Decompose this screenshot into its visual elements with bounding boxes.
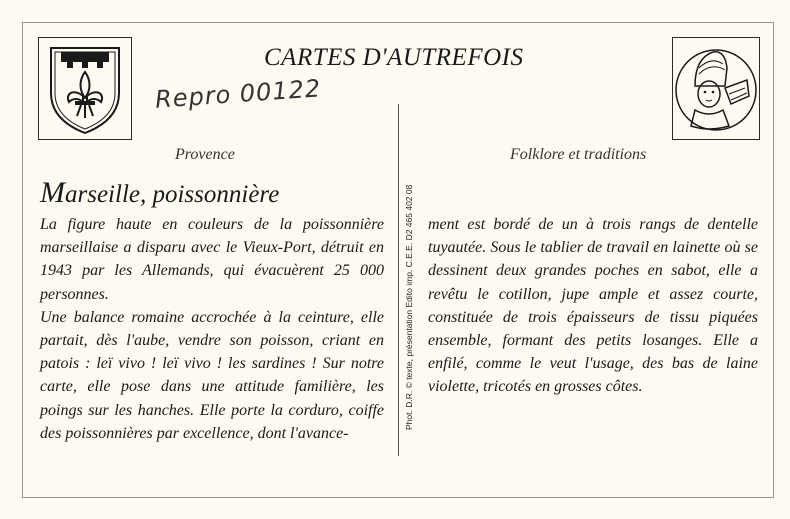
right-paragraph: ment est bordé de un à trois rangs de dentelle tuyautée. Sous le tablier de travail en lainette où se dessinent deux grandes poches en sabot, elle a revêtu le cotillon, jupe ample et assez courte, constituée de trois épaisseurs de tissu piquées ensemble, formant des petits losanges. Elle a enfilé, comme le veut l'usage, des bas de laine violette, tricotés en grosses côtes.: [428, 216, 758, 396]
photo-credit: Phot. D.R. © texte, présentation Edito imp. C.E.E. D2 465 402 08: [404, 184, 414, 430]
left-section-label: Provence: [175, 146, 235, 163]
left-column-text: [40, 213, 384, 445]
left-paragraph-1: La figure haute en couleurs de la poissonnière marseillaise a disparu avec le Vieux-Port, détruit en 1943 par les Allemands, qui évacuèrent 25 000 personnes.: [40, 216, 384, 303]
left-paragraph-2: Une balance romaine accrochée à la ceinture, elle partait, dès l'aube, vendre son poisson, criant en patois : leï vivo ! leï vivo ! les sardines ! Sur notre carte, elle pose dans une attitude familière, les poings sur les hanches. Elle porte la corduro, coiffe des poissonnières par excellence, dont l'avance-: [40, 308, 384, 442]
fleur-de-lis-coat-of-arms-icon: [38, 37, 132, 140]
heading-rest: arseille, poissonnière: [65, 181, 280, 208]
heading-initial: M: [40, 176, 65, 209]
handwritten-note: Repro 00122: [154, 74, 322, 114]
right-column-text: [428, 213, 758, 399]
page-title: CARTES D'AUTREFOIS: [264, 44, 524, 71]
column-divider: [398, 104, 399, 456]
right-section-label: Folklore et traditions: [510, 146, 647, 163]
provencal-woman-portrait-icon: [672, 37, 760, 140]
article-heading: [40, 176, 279, 210]
